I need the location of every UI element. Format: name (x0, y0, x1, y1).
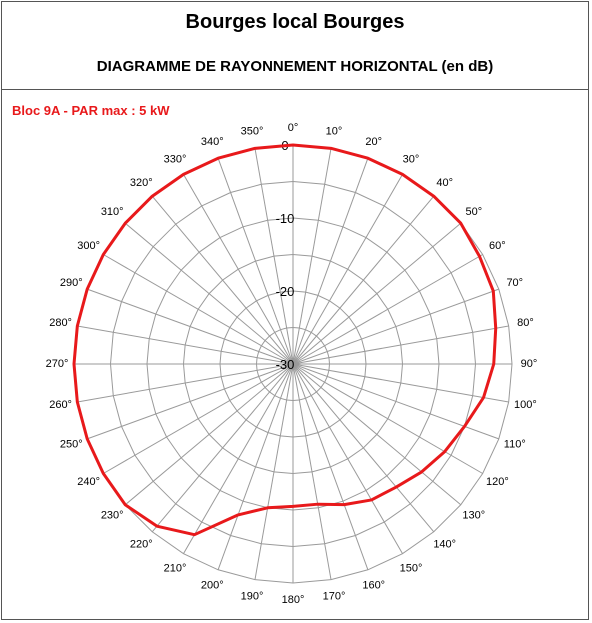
chart-subtitle: DIAGRAMME DE RAYONNEMENT HORIZONTAL (en dB) (96, 58, 494, 75)
angle-label: 170° (322, 590, 346, 603)
radial-tick-label: -20 (275, 284, 295, 299)
angle-label: 310° (100, 206, 124, 219)
angle-label: 200° (200, 579, 224, 592)
angle-label: 130° (462, 509, 486, 522)
angle-label: 150° (399, 562, 423, 575)
angle-label: 10° (325, 125, 343, 138)
angle-label: 210° (163, 562, 187, 575)
angle-label: 80° (517, 316, 534, 329)
angle-label: 140° (433, 538, 457, 551)
angle-label: 320° (129, 177, 153, 190)
angle-label: 30° (402, 153, 420, 166)
angle-label: 250° (59, 438, 83, 451)
angle-label: 90° (520, 357, 538, 370)
angle-label: 40° (436, 177, 454, 190)
angle-label: 180° (281, 593, 305, 606)
angle-label: 300° (77, 239, 101, 252)
angle-label: 120° (485, 475, 509, 488)
angle-label: 50° (465, 206, 483, 219)
radial-tick-label: 0 (281, 138, 289, 153)
angle-label: 190° (240, 590, 264, 603)
angle-label: 0° (287, 121, 299, 134)
angle-label: 160° (362, 579, 386, 592)
angle-label: 350° (240, 125, 264, 138)
angle-label: 60° (489, 239, 506, 252)
angle-label: 290° (59, 277, 83, 290)
angle-label: 270° (45, 357, 69, 370)
angle-label: 100° (514, 398, 537, 411)
angle-label: 110° (503, 438, 526, 451)
angle-label: 230° (100, 509, 124, 522)
radial-tick-label: -10 (275, 211, 295, 226)
angle-label: 70° (506, 277, 524, 290)
angle-label: 260° (49, 398, 72, 411)
angle-label: 240° (77, 475, 101, 488)
angle-label: 220° (129, 538, 153, 551)
angle-label: 340° (200, 136, 224, 149)
angle-label: 280° (49, 316, 72, 329)
angle-label: 20° (365, 136, 383, 149)
chart-title: Bourges local Bourges (185, 11, 405, 33)
radial-tick-label: -30 (275, 357, 295, 372)
angle-label: 330° (163, 153, 187, 166)
series-label: Bloc 9A - PAR max : 5 kW (12, 103, 170, 118)
